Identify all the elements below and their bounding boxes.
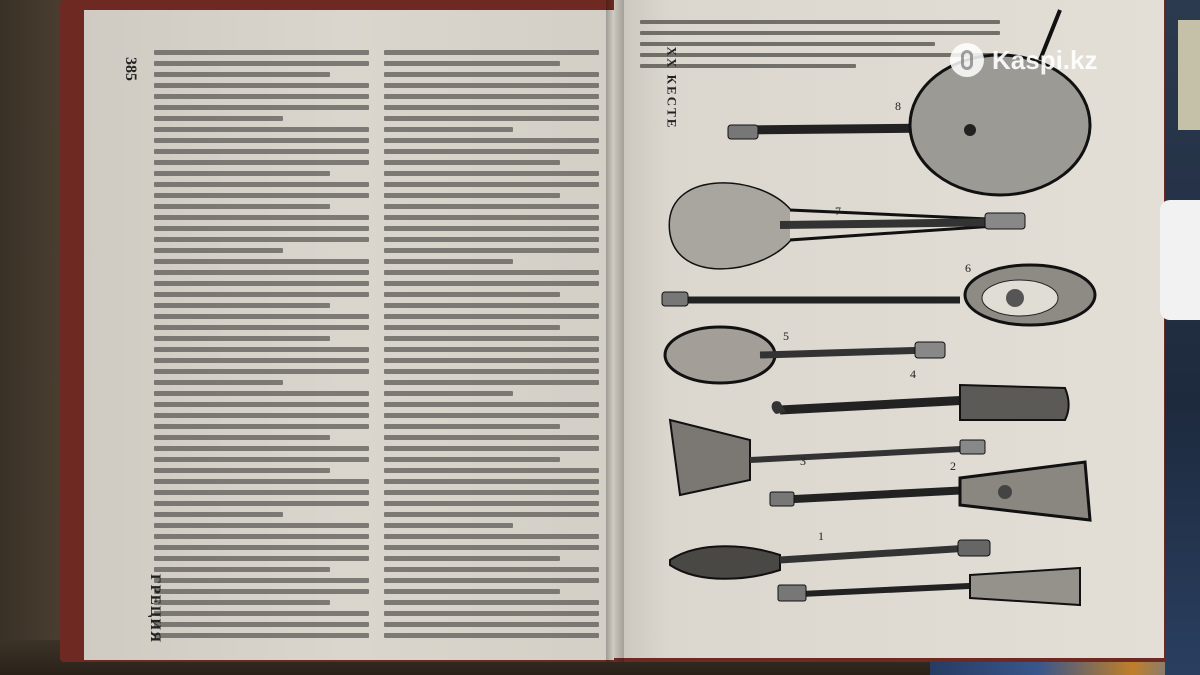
text-line (384, 479, 599, 484)
text-line (384, 457, 560, 462)
text-line (384, 402, 599, 407)
text-line (384, 523, 513, 528)
text-line (384, 127, 513, 132)
text-line (384, 633, 599, 638)
instrument-8-head (728, 125, 758, 139)
text-line (154, 545, 369, 550)
text-line (154, 226, 369, 231)
text-line (384, 292, 560, 297)
text-line (154, 303, 330, 308)
text-line (154, 424, 369, 429)
text-line (154, 182, 369, 187)
text-line (384, 446, 599, 451)
text-line (154, 237, 369, 242)
watermark-text: Kaspi.kz (992, 44, 1098, 75)
text-line (384, 369, 599, 374)
instrument-6 (662, 265, 1095, 325)
text-line (154, 347, 369, 352)
text-line (384, 501, 599, 506)
text-line (384, 193, 560, 198)
text-line (154, 534, 369, 539)
text-line (154, 479, 369, 484)
text-line (154, 380, 283, 385)
left-page (84, 10, 614, 660)
text-line (384, 556, 560, 561)
instrument-7 (670, 184, 1025, 269)
text-line (154, 600, 330, 605)
text-line (384, 336, 599, 341)
text-line (384, 600, 599, 605)
text-line (154, 105, 369, 110)
text-line (384, 50, 599, 55)
text-line (384, 380, 599, 385)
background-strip (1178, 20, 1200, 130)
text-line (154, 578, 369, 583)
text-line (384, 61, 560, 66)
text-line (384, 270, 599, 275)
book-gutter (606, 0, 624, 662)
instrument-bottom (778, 568, 1080, 605)
instrument-4 (772, 385, 1069, 420)
text-line (154, 83, 369, 88)
text-line (384, 347, 599, 352)
instrument-label-5: 5 (783, 329, 789, 343)
text-line (384, 237, 599, 242)
text-line (154, 457, 369, 462)
text-line (384, 314, 599, 319)
text-line (154, 567, 330, 572)
instrument-3 (670, 420, 985, 495)
text-line (154, 512, 283, 517)
instrument-label-8: 8 (895, 99, 901, 113)
text-line (384, 303, 599, 308)
text-line (154, 446, 369, 451)
chapter-title: ГРЕЦИЯ (146, 574, 163, 643)
instrument-label-6: 6 (965, 261, 971, 275)
text-line (154, 314, 369, 319)
text-line (384, 105, 599, 110)
text-line (154, 270, 369, 275)
text-line (154, 468, 330, 473)
text-line (154, 589, 369, 594)
text-line (384, 424, 560, 429)
instrument-label-1: 1 (818, 529, 824, 543)
text-line (154, 171, 330, 176)
text-line (384, 578, 599, 583)
text-line (384, 413, 599, 418)
text-line (154, 402, 369, 407)
text-line (384, 468, 599, 473)
text-line (384, 149, 599, 154)
text-line (154, 501, 369, 506)
text-line (384, 358, 599, 363)
text-line (154, 72, 330, 77)
text-line (154, 490, 369, 495)
text-line (154, 622, 369, 627)
page-number: 385 (122, 57, 139, 81)
background-card (1160, 200, 1200, 320)
text-line (384, 611, 599, 616)
text-line (384, 622, 599, 627)
text-line (384, 72, 599, 77)
text-line (154, 435, 330, 440)
text-line (384, 215, 599, 220)
text-line (154, 325, 369, 330)
text-line (154, 413, 369, 418)
text-line (154, 391, 369, 396)
instrument-illustrations (640, 0, 1160, 640)
text-line (154, 50, 369, 55)
text-line (384, 83, 599, 88)
instrument-8 (728, 10, 1090, 195)
text-line (384, 490, 599, 495)
text-line (154, 369, 369, 374)
left-text-column-1 (154, 50, 369, 650)
instrument-5 (665, 327, 945, 383)
text-line (384, 171, 599, 176)
text-line (384, 94, 599, 99)
text-line (384, 589, 560, 594)
text-line (384, 182, 599, 187)
text-line (384, 248, 599, 253)
text-line (384, 534, 599, 539)
text-line (154, 259, 369, 264)
text-line (384, 204, 599, 209)
text-line (154, 160, 369, 165)
instrument-label-7: 7 (835, 204, 841, 218)
text-line (154, 281, 369, 286)
instrument-1 (670, 540, 990, 579)
text-line (154, 204, 330, 209)
left-text-column-2 (384, 50, 599, 650)
text-line (384, 116, 599, 121)
text-line (384, 545, 599, 550)
kaspi-logo-icon (950, 43, 984, 77)
plate-title: XX КЕСТЕ (664, 46, 680, 130)
instrument-label-2: 2 (950, 459, 956, 473)
text-line (384, 160, 560, 165)
text-line (154, 138, 369, 143)
text-line (154, 611, 369, 616)
text-line (384, 281, 599, 286)
text-line (154, 358, 369, 363)
text-line (154, 633, 369, 638)
instrument-2 (770, 462, 1090, 520)
text-line (384, 325, 560, 330)
instrument-label-3: 3 (800, 454, 806, 468)
text-line (384, 138, 599, 143)
text-line (154, 523, 369, 528)
text-line (384, 435, 599, 440)
instrument-label-4: 4 (910, 367, 916, 381)
text-line (384, 391, 513, 396)
text-line (384, 512, 599, 517)
text-line (154, 127, 369, 132)
text-line (154, 292, 369, 297)
text-line (154, 61, 369, 66)
watermark (950, 40, 1150, 80)
text-line (154, 336, 330, 341)
text-line (154, 116, 283, 121)
text-line (384, 567, 599, 572)
text-line (154, 193, 369, 198)
text-line (154, 94, 369, 99)
text-line (384, 226, 599, 231)
text-line (384, 259, 513, 264)
text-line (154, 215, 369, 220)
text-line (154, 556, 369, 561)
text-line (154, 149, 369, 154)
text-line (154, 248, 283, 253)
